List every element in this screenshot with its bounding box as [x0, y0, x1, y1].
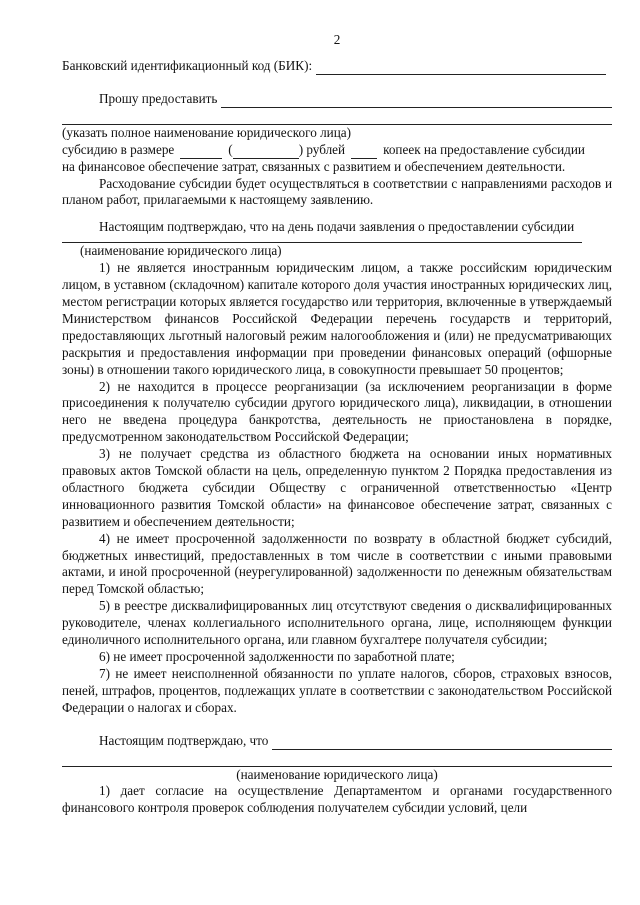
amount-kopecks: копеек на предоставление субсидии	[383, 141, 585, 157]
confirm1-item-3: 3) не получает средства из областного бюджета на основании иных нормативных правовых актов Томской области на цель, определенную пунктом 2 Порядка предоставления из областного бюджета субсидии Обществу с ограниченной ответственностью «Центр инновационного развития Томской области» на финансовое обеспечение затрат, связанных с развитием и обеспечением деятельности;	[62, 446, 612, 529]
amount-prefix: субсидию в размере	[62, 141, 175, 157]
amount-row	[62, 142, 612, 159]
request-row	[62, 91, 612, 108]
confirm2-row	[62, 733, 612, 750]
kopecks-blank	[351, 146, 377, 159]
confirm1-item-5: 5) в реестре дисквалифицированных лиц отсутствуют сведения о дисквалифицированных руководителе, членах коллегиального исполнительного органа, лице, исполняющем функции единоличного исполнительного органа, или главном бухгалтере получателя субсидии;	[62, 598, 612, 648]
amount-blank	[180, 146, 222, 159]
confirm2-blank-line	[272, 737, 612, 750]
request-label: Прошу предоставить	[99, 90, 218, 106]
confirm1-label: Настоящим подтверждаю, что на день подачи заявления о предоставлении субсидии	[99, 219, 575, 235]
request-blank-line	[221, 95, 612, 108]
confirm1-item-2: 2) не находится в процессе реорганизации (за исключением реорганизации в форме присоединения к получателю субсидии другого юридического лица), ликвидации, в отношении него не введена процедура банкротства, деятельность не приостановлена в порядке, предусмотренном законодательством Российской Федерации;	[62, 378, 612, 445]
confirm1-item-7: 7) не имеет неисполненной обязанности по уплате налогов, сборов, страховых взносов, пеней, штрафов, процентов, подлежащих уплате в соответствии с законодательством Российской Федерации о налогах и сборах.	[62, 665, 612, 715]
confirm2-label: Настоящим подтверждаю, что	[99, 732, 269, 748]
amount-line2: на финансовое обеспечение затрат, связанных с развитием и обеспечением деятельности.	[62, 158, 566, 174]
bik-blank-line	[316, 62, 606, 75]
confirm1-item-6: 6) не имеет просроченной задолженности по заработной плате;	[99, 649, 455, 664]
confirm2-note: (наименование юридического лица)	[236, 766, 438, 782]
amount-words-blank	[233, 146, 299, 159]
request-note: (указать полное наименование юридического лица)	[62, 124, 352, 140]
bik-row	[62, 58, 612, 75]
confirm1-item-4: 4) не имеет просроченной задолженности по возврату в областной бюджет субсидий, бюджетных инвестиций, предоставленных в том числе в соответствии с иными правовыми актами, и иной просроченной (неурегулированной) задолженности по денежным обязательствам перед Томской областью;	[62, 530, 612, 597]
confirm1-note: (наименование юридического лица)	[80, 243, 282, 259]
page-number: 2	[333, 32, 341, 47]
amount-rubles: ) рублей	[298, 141, 346, 157]
bik-label: Банковский идентификационный код (БИК):	[62, 58, 313, 73]
confirm2-item-1: 1) дает согласие на осуществление Департаментом и органами государственного финансового контроля проверок соблюдения получателем субсидии условий, цели	[62, 783, 612, 816]
spending-text: Расходование субсидии будет осуществляться в соответствии с направлениями расходов и планом работ, прилагаемыми к настоящему заявлению.	[62, 175, 612, 208]
amount-open-paren: (	[228, 141, 233, 157]
confirm1-item-1: 1) не является иностранным юридическим лицом, а также российским юридическим лицом, в уставном (складочном) капитале которого доля участия иностранных юридических лиц, местом регистрации которых является государство или территория, включенные в утверждаемый Министерством финансов Российской Федерации перечень государств и территорий, предоставляющих льготный налоговый режим налогообложения и (или) не предусматривающих раскрытия и предоставления информации при проведении финансовых операций (офшорные зоны) в отношении такого юридического лица, в совокупности превышает 50 процентов;	[62, 260, 612, 377]
